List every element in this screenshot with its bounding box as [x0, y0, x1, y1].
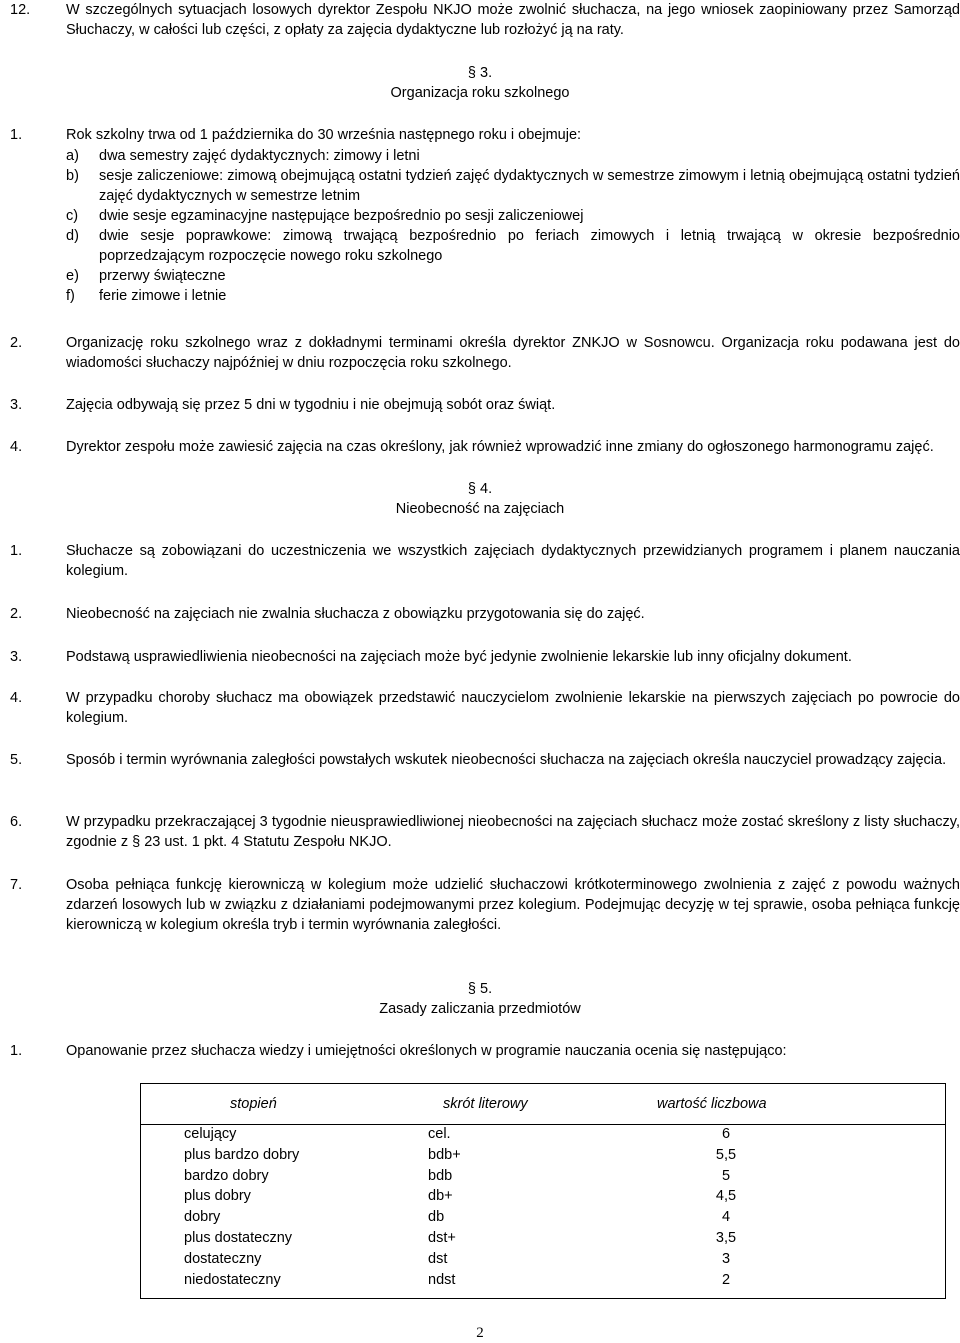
table-cell: dostateczny	[184, 1250, 262, 1267]
table-cell: bdb+	[428, 1146, 461, 1163]
table-cell: dst+	[428, 1229, 456, 1246]
table-column-abbrev	[428, 1124, 461, 1290]
grades-table	[140, 1083, 946, 1299]
table-cell: 5	[721, 1167, 731, 1184]
table-header-value: wartość liczbowa	[657, 1096, 767, 1112]
table-header-grade: stopień	[230, 1096, 277, 1112]
section-heading-4	[0, 479, 960, 519]
table-cell: 5,5	[715, 1146, 737, 1163]
section-title: Nieobecność na zajęciach	[395, 501, 565, 517]
section-heading-5	[0, 979, 960, 1019]
page-number: 2	[476, 1325, 484, 1341]
table-header-abbrev: skrót literowy	[443, 1096, 528, 1112]
table-cell: bardzo dobry	[184, 1167, 269, 1184]
table-cell: dobry	[184, 1209, 221, 1226]
item-number: 12.	[10, 2, 31, 18]
section-heading-3	[0, 63, 960, 103]
sub-item-f: f) ferie zimowe i letnie	[66, 288, 227, 304]
table-column-value	[696, 1124, 756, 1290]
sublist-3-1	[66, 146, 960, 306]
table-cell: plus dobry	[184, 1188, 251, 1205]
section-mark: § 4.	[467, 481, 493, 497]
paragraph-3-4: 4. Dyrektor zespołu może zawiesić zajęcia na czas określony, jak również wprowadzić inne zmiany do ogłoszonego harmonogramu zajęć.	[10, 439, 934, 455]
table-cell: bdb	[428, 1167, 453, 1184]
paragraph-4-5: 5. Sposób i termin wyrównania zaległości powstałych wskutek nieobecności słuchacza na zajęciach określa nauczyciel prowadzący zajęcia.	[10, 752, 947, 768]
paragraph-3-2: 2. Organizację roku szkolnego wraz z dokładnymi terminami określa dyrektor ZNKJO w Sosnowcu. Organizacja roku podawana jest do wiadomości słuchaczy najpóźniej w dniu rozpoczęcia roku szkolnego.	[10, 335, 960, 371]
item-text: W szczególnych sytuacjach losowych dyrektor Zespołu NKJO może zwolnić słuchacza, na jego wniosek zaopiniowany przez Samorząd Słuchaczy, w całości lub części, z opłaty za zajęcia dydaktyczne lub rozłożyć ją na raty.	[66, 2, 960, 38]
table-cell: plus dostateczny	[184, 1229, 293, 1246]
sub-item-d: d) dwie sesje poprawkowe: zimową trwającą bezpośrednio po feriach zimowych i letnią trwającą w okresie bezpośrednio poprzedzającym rozpoczęcie nowego roku szkolnego	[66, 228, 960, 264]
item-text: Rok szkolny trwa od 1 października do 30 września następnego roku i obejmuje:	[66, 127, 582, 143]
paragraph-4-4: 4. W przypadku choroby słuchacz ma obowiązek przedstawić nauczycielom zwolnienie lekarskie na pierwszych zajęciach po powrocie do kolegium.	[10, 690, 960, 726]
paragraph-3-1	[10, 125, 960, 145]
item-number: 1.	[10, 127, 23, 143]
section-mark: § 5.	[467, 981, 493, 997]
table-cell: niedostateczny	[184, 1271, 281, 1288]
table-cell: celujący	[184, 1126, 237, 1142]
paragraph-4-3: 3. Podstawą usprawiedliwienia nieobecności na zajęciach może być jedynie zwolnienie lekarskie lub inny oficjalny dokument.	[10, 649, 852, 665]
sub-item-b: b) sesje zaliczeniowe: zimową obejmującą ostatni tydzień zajęć dydaktycznych w semestrze zimowym i letnią obejmującą ostatni tydzień zajęć dydaktycznych w semestrze letnim	[66, 168, 960, 204]
table-column-grade	[184, 1124, 299, 1290]
table-cell: 3,5	[715, 1229, 737, 1246]
table-cell: 3	[721, 1250, 731, 1267]
table-cell: 4	[721, 1209, 731, 1226]
paragraph-4-2: 2. Nieobecność na zajęciach nie zwalnia słuchacza z obowiązku przygotowania się do zajęć.	[10, 606, 645, 622]
table-cell: 4,5	[715, 1188, 737, 1205]
table-cell: 2	[721, 1271, 731, 1288]
table-cell: db	[428, 1209, 445, 1226]
table-cell: dst	[428, 1250, 448, 1267]
paragraph-4-6: 6. W przypadku przekraczającej 3 tygodnie nieusprawiedliwionej nieobecności na zajęciach słuchacz może zostać skreślony z listy słuchaczy, zgodnie z § 23 ust. 1 pkt. 4 Statutu Zespołu NKJO.	[10, 814, 960, 850]
paragraph-4-1: 1. Słuchacze są zobowiązani do uczestniczenia we wszystkich zajęciach dydaktycznych przewidzianych programem i planem nauczania kolegium.	[10, 543, 960, 579]
sub-item-e: e) przerwy świąteczne	[66, 268, 226, 284]
paragraph-4-7: 7. Osoba pełniąca funkcję kierowniczą w kolegium może udzielić słuchaczowi krótkoterminowego zwolnienia z zajęć z powodu ważnych zdarzeń losowych lub w związku z działaniami podejmowanymi przez kolegium. Podejmując decyzję w tej sprawie, osoba pełniąca funkcję kierowniczą w kolegium określa tryb i termin wyrównania zaległości.	[10, 877, 960, 933]
table-cell: db+	[428, 1188, 453, 1205]
paragraph-5-1: 1. Opanowanie przez słuchacza wiedzy i umiejętności określonych w programie nauczania ocenia się następująco:	[10, 1043, 787, 1059]
table-cell: ndst	[428, 1271, 456, 1288]
table-cell: 6	[721, 1126, 731, 1142]
sub-item-c: c) dwie sesje egzaminacyjne następujące bezpośrednio po sesji zaliczeniowej	[66, 208, 584, 224]
section-title: Zasady zaliczania przedmiotów	[379, 1001, 581, 1017]
paragraph-3-3: 3. Zajęcia odbywają się przez 5 dni w tygodniu i nie obejmują sobót oraz świąt.	[10, 397, 556, 413]
section-mark: § 3.	[467, 65, 493, 81]
table-cell: plus bardzo dobry	[184, 1146, 300, 1163]
section-title: Organizacja roku szkolnego	[390, 85, 570, 101]
sub-item-a: a) dwa semestry zajęć dydaktycznych: zimowy i letni	[66, 148, 420, 164]
table-cell: cel.	[428, 1126, 451, 1142]
paragraph-12	[10, 0, 960, 40]
